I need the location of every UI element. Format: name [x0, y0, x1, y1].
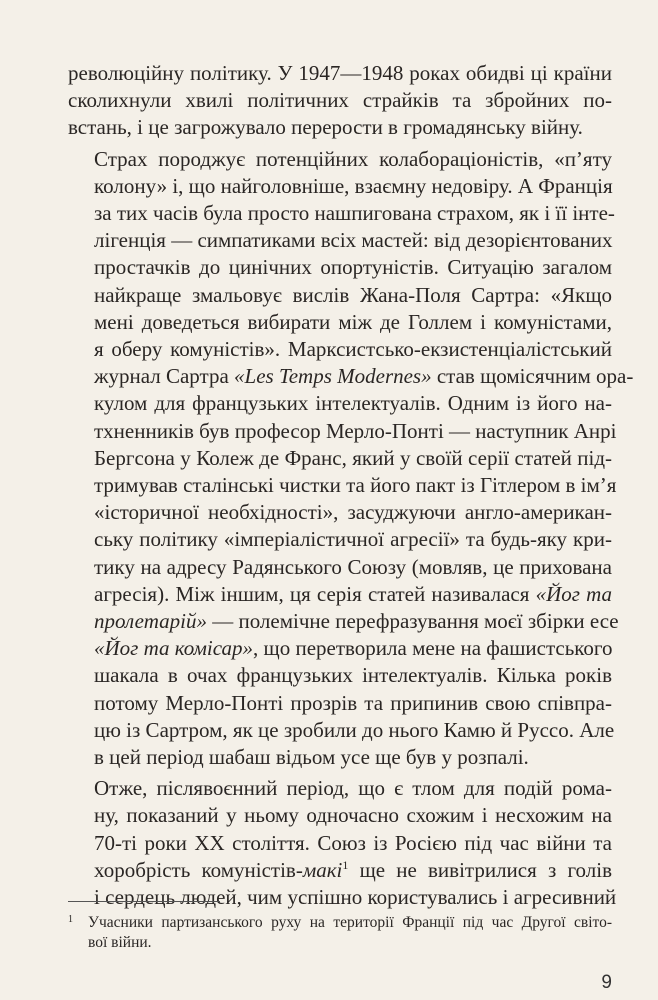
- footnote: [68, 913, 612, 953]
- text-line: Бергсона у Колеж де Франс, який у своїй серії статей під-: [94, 445, 612, 470]
- text-line: мені доведеться вибирати між де Голлем і комуністами,: [94, 309, 612, 334]
- page-number: 9: [601, 972, 612, 993]
- text-line: тику на адресу Радянського Союзу (мовляв, це прихована: [94, 554, 612, 579]
- text-line: потому Мерло-Понті прозрів та припинив свою співпра-: [94, 690, 612, 715]
- footnote-marker: 1: [68, 914, 73, 925]
- text-line: кулом для французьких інтелектуалів. Одним із його на-: [94, 391, 612, 416]
- text-line: тхненників був професор Мерло-Понті — наступник Анрі: [94, 418, 617, 443]
- text-line: і сердець людей, чим успішно користувались і агресивний: [94, 885, 617, 910]
- text-line: лігенція — симпатиками всіх мастей: від дезорієнтованих: [94, 228, 613, 253]
- footnote-text-line: вої війни.: [88, 934, 152, 951]
- paragraph-1: [68, 60, 612, 142]
- footnote-divider: [68, 901, 220, 902]
- text-line: ну, показаний у ньому одночасно схожим і несхожим на: [94, 803, 612, 828]
- text-line: журнал Сартра «Les Temps Modernes» став щомісячним ора-: [94, 364, 634, 389]
- text-line: хоробрість комуністів-макі$^1$ ще не вивітрилися з голів: [94, 857, 612, 882]
- text-line: встань, і це загрожувало перерости в громадянську війну.: [68, 115, 583, 140]
- paragraph-3: [68, 775, 617, 911]
- paragraph-2: [68, 146, 634, 772]
- text-line: я оберу комуністів». Марксистсько-екзистенціалістський: [94, 337, 612, 362]
- footnote-text-line: Учасники партизанського руху на території Франції під час Другої світо-: [88, 914, 612, 931]
- text-line: ську політику «імперіалістичної агресії» та будь-яку кри-: [94, 527, 612, 552]
- text-line: простачків до цинічних опортуністів. Ситуацію загалом: [94, 255, 612, 280]
- text-line: «Йог та комісар», що перетворила мене на фашистського: [94, 636, 613, 661]
- text-line: в цей період шабаш відьом усе ще був у розпалі.: [94, 745, 529, 770]
- text-line: сколихнули хвилі політичних страйків та збройних по-: [68, 88, 612, 113]
- text-line: цю із Сартром, як це зробили до нього Камю й Руссо. Але: [94, 717, 615, 742]
- text-line: колону» і, що найголовніше, взаємну недовіру. А Франція: [94, 173, 613, 198]
- text-line: за тих часів була просто нашпигована страхом, як і її інте-: [94, 201, 615, 226]
- body-text: [68, 60, 634, 915]
- text-line: Страх породжує потенційних колабораціоністів, «п’яту: [94, 146, 612, 171]
- text-line: агресія). Між іншим, ця серія статей називалася «Йог та: [94, 581, 613, 606]
- text-line: 70-ті роки XX століття. Союз із Росією під час війни та: [94, 830, 612, 855]
- text-line: революційну політику. У 1947—1948 роках обидві ці країни: [68, 61, 612, 85]
- text-line: Отже, післявоєнний період, що є тлом для подій рома-: [94, 776, 612, 801]
- text-line: тримував сталінські чистки та його пакт із Гітлером в ім’я: [94, 473, 617, 498]
- text-line: пролетарій» — полемічне перефразування моєї збірки есе: [94, 609, 619, 634]
- text-line: шакала в очах французьких інтелектуалів. Кілька років: [94, 663, 612, 688]
- text-line: найкраще змальовує вислів Жана-Поля Сартра: «Якщо: [94, 282, 612, 307]
- text-line: «історичної необхідності», засуджуючи англо-американ-: [94, 500, 612, 525]
